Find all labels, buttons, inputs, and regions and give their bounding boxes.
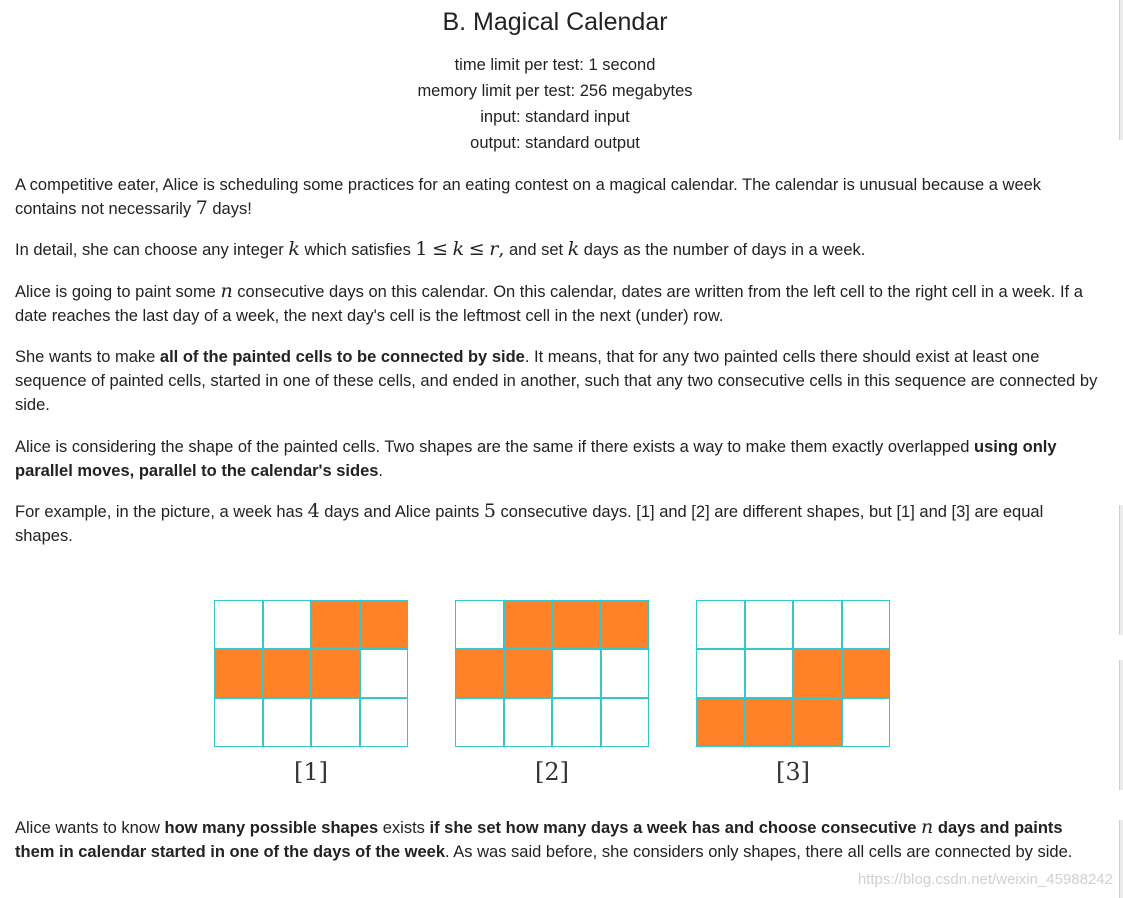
math-r: r xyxy=(489,238,499,260)
calendar-grid xyxy=(455,600,649,747)
empty-day-cell xyxy=(793,600,842,649)
painted-day-cell xyxy=(263,649,312,698)
calendar-grid xyxy=(214,600,408,747)
painted-day-cell xyxy=(504,600,553,649)
painted-day-cell xyxy=(793,649,842,698)
empty-day-cell xyxy=(696,600,745,649)
empty-day-cell xyxy=(842,698,891,747)
painted-day-cell xyxy=(552,600,601,649)
painted-day-cell xyxy=(601,600,650,649)
math-seven: 7 xyxy=(195,197,208,219)
problem-title: B. Magical Calendar xyxy=(442,8,668,36)
input-spec: input: standard input xyxy=(480,108,630,126)
empty-day-cell xyxy=(263,698,312,747)
empty-day-cell xyxy=(360,698,409,747)
empty-day-cell xyxy=(745,600,794,649)
empty-day-cell xyxy=(263,600,312,649)
painted-day-cell xyxy=(504,649,553,698)
painted-day-cell xyxy=(745,698,794,747)
math-five: 5 xyxy=(483,500,496,522)
empty-day-cell xyxy=(455,600,504,649)
problem-limits xyxy=(0,52,1110,156)
paragraph-shapes: Alice is considering the shape of the painted cells. Two shapes are the same if there exists a way to make them exactly overlapped using only parallel moves, parallel to the calendar's sides. xyxy=(15,438,1057,480)
calendar-3 xyxy=(696,600,890,786)
math-n: n xyxy=(220,280,233,302)
calendar-label: [1] xyxy=(294,758,328,786)
empty-day-cell xyxy=(214,698,263,747)
empty-day-cell xyxy=(552,698,601,747)
paragraph-intro: A competitive eater, Alice is scheduling some practices for an eating contest on a magical calendar. The calendar is unusual because a week contains not necessarily 7 days! xyxy=(15,176,1042,219)
empty-day-cell xyxy=(214,600,263,649)
painted-day-cell xyxy=(696,698,745,747)
time-limit: time limit per test: 1 second xyxy=(454,56,656,74)
painted-day-cell xyxy=(311,600,360,649)
paragraph-k-range: In detail, she can choose any integer k which satisfies 1 ≤ k ≤ r, and set k days as the number of days in a week. xyxy=(15,238,866,260)
empty-day-cell xyxy=(311,698,360,747)
paragraph-question: Alice wants to know how many possible shapes exists if she set how many days a week has and choose consecutive n days and paints them in calendar started in one of the days of the week. As was said before, she considers only shapes, there all cells are connected by side. xyxy=(15,816,1073,861)
painted-day-cell xyxy=(311,649,360,698)
paragraph-painting: Alice is going to paint some n consecutive days on this calendar. On this calendar, dates are written from the left cell to the right cell in a week. If a date reaches the last day of a week, the next day's cell is the leftmost cell in the next (under) row. xyxy=(15,280,1083,325)
empty-day-cell xyxy=(552,649,601,698)
empty-day-cell xyxy=(842,600,891,649)
math-one: 1 xyxy=(415,238,428,260)
empty-day-cell xyxy=(696,649,745,698)
paragraph-connected: She wants to make all of the painted cells to be connected by side. It means, that for any two painted cells there should exist at least one sequence of painted cells, started in one of these cells, and ended in another, such that any two consecutive cells in this sequence are connected by side. xyxy=(15,348,1098,414)
empty-day-cell xyxy=(745,649,794,698)
calendar-2 xyxy=(455,600,649,786)
painted-day-cell xyxy=(455,649,504,698)
memory-limit: memory limit per test: 256 megabytes xyxy=(417,82,693,100)
empty-day-cell xyxy=(601,649,650,698)
paragraph-example: For example, in the picture, a week has 4 days and Alice paints 5 consecutive days. [1] and [2] are different shapes, but [1] and [3] are equal shapes. xyxy=(15,500,1044,545)
right-panel-edge xyxy=(1119,660,1123,790)
math-k: k xyxy=(288,238,300,260)
painted-day-cell xyxy=(214,649,263,698)
painted-day-cell xyxy=(360,600,409,649)
empty-day-cell xyxy=(360,649,409,698)
calendar-grid xyxy=(696,600,890,747)
painted-day-cell xyxy=(842,649,891,698)
right-panel-edge xyxy=(1119,820,1123,898)
output-spec: output: standard output xyxy=(470,134,640,152)
right-panel-edge xyxy=(1119,0,1123,140)
watermark: https://blog.csdn.net/weixin_45988242 xyxy=(857,871,1113,888)
calendar-1 xyxy=(214,600,408,786)
empty-day-cell xyxy=(504,698,553,747)
math-four: 4 xyxy=(307,500,320,522)
calendar-label: [2] xyxy=(535,758,569,786)
empty-day-cell xyxy=(601,698,650,747)
calendar-label: [3] xyxy=(776,758,810,786)
empty-day-cell xyxy=(455,698,504,747)
painted-day-cell xyxy=(793,698,842,747)
right-panel-edge xyxy=(1119,505,1123,635)
